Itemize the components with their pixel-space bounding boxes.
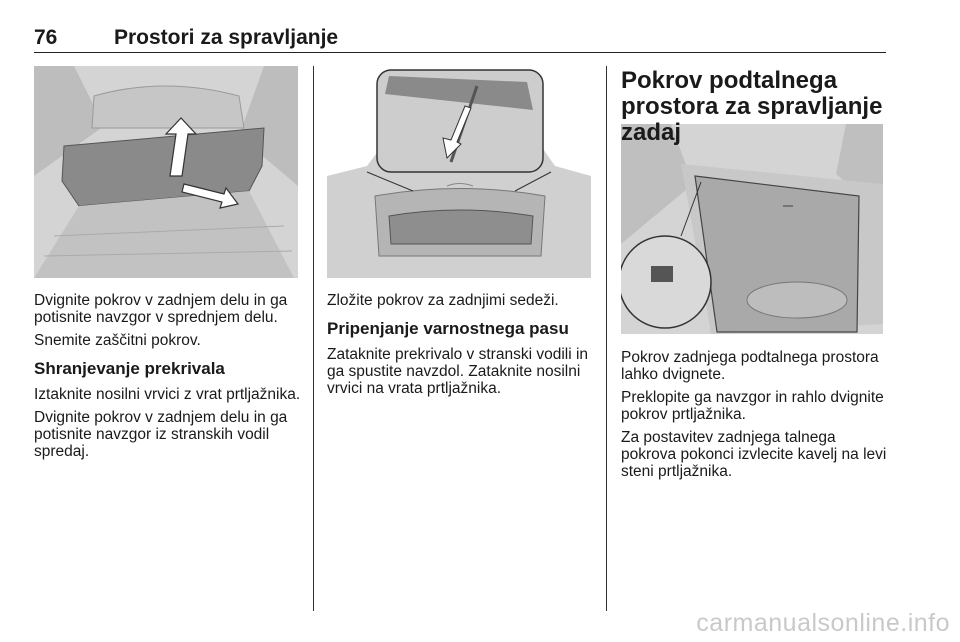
column-divider — [313, 66, 314, 611]
page-title: Prostori za spravljanje — [114, 26, 339, 49]
underfloor-storage-illustration — [621, 124, 883, 334]
section-heading: Pripenjanje varnostnega pasu — [327, 319, 569, 338]
cargo-cover-removal-illustration — [34, 66, 298, 278]
watermark: carmanualsonline.info — [696, 609, 950, 637]
column-middle — [327, 292, 595, 403]
page-number: 76 — [34, 26, 58, 49]
section-title: Pokrov podtalnega prostora za spravljanje zadaj — [621, 67, 883, 146]
paragraph: Iztaknite nosilni vrvici z vrat prtljažnika. — [34, 386, 301, 403]
section-heading: Shranjevanje prekrivala — [34, 359, 225, 378]
page-header — [34, 26, 886, 53]
column-right-heading-block — [621, 68, 889, 146]
paragraph: Preklopite ga navzgor in rahlo dvignite pokrov prtljažnika. — [621, 389, 884, 423]
paragraph: Pokrov zadnjega podtalnega prostora lahko dvignete. — [621, 349, 879, 383]
paragraph: Zložite pokrov za zadnjimi sedeži. — [327, 292, 559, 309]
column-right — [621, 349, 889, 486]
column-divider — [606, 66, 607, 611]
folded-cover-illustration — [327, 66, 591, 278]
paragraph: Snemite zaščitni pokrov. — [34, 332, 201, 349]
paragraph: Dvignite pokrov v zadnjem delu in ga potisnite navzgor iz stranskih vodil spredaj. — [34, 409, 288, 460]
paragraph: Dvignite pokrov v zadnjem delu in ga potisnite navzgor v sprednjem delu. — [34, 292, 288, 326]
paragraph: Za postavitev zadnjega talnega pokrova pokonci izvlecite kavelj na levi steni prtljažnika. — [621, 429, 887, 480]
paragraph: Zataknite prekrivalo v stranski vodili in ga spustite navzdol. Zataknite nosilni vrvici na vrata prtljažnika. — [327, 346, 589, 397]
column-left — [34, 292, 302, 466]
